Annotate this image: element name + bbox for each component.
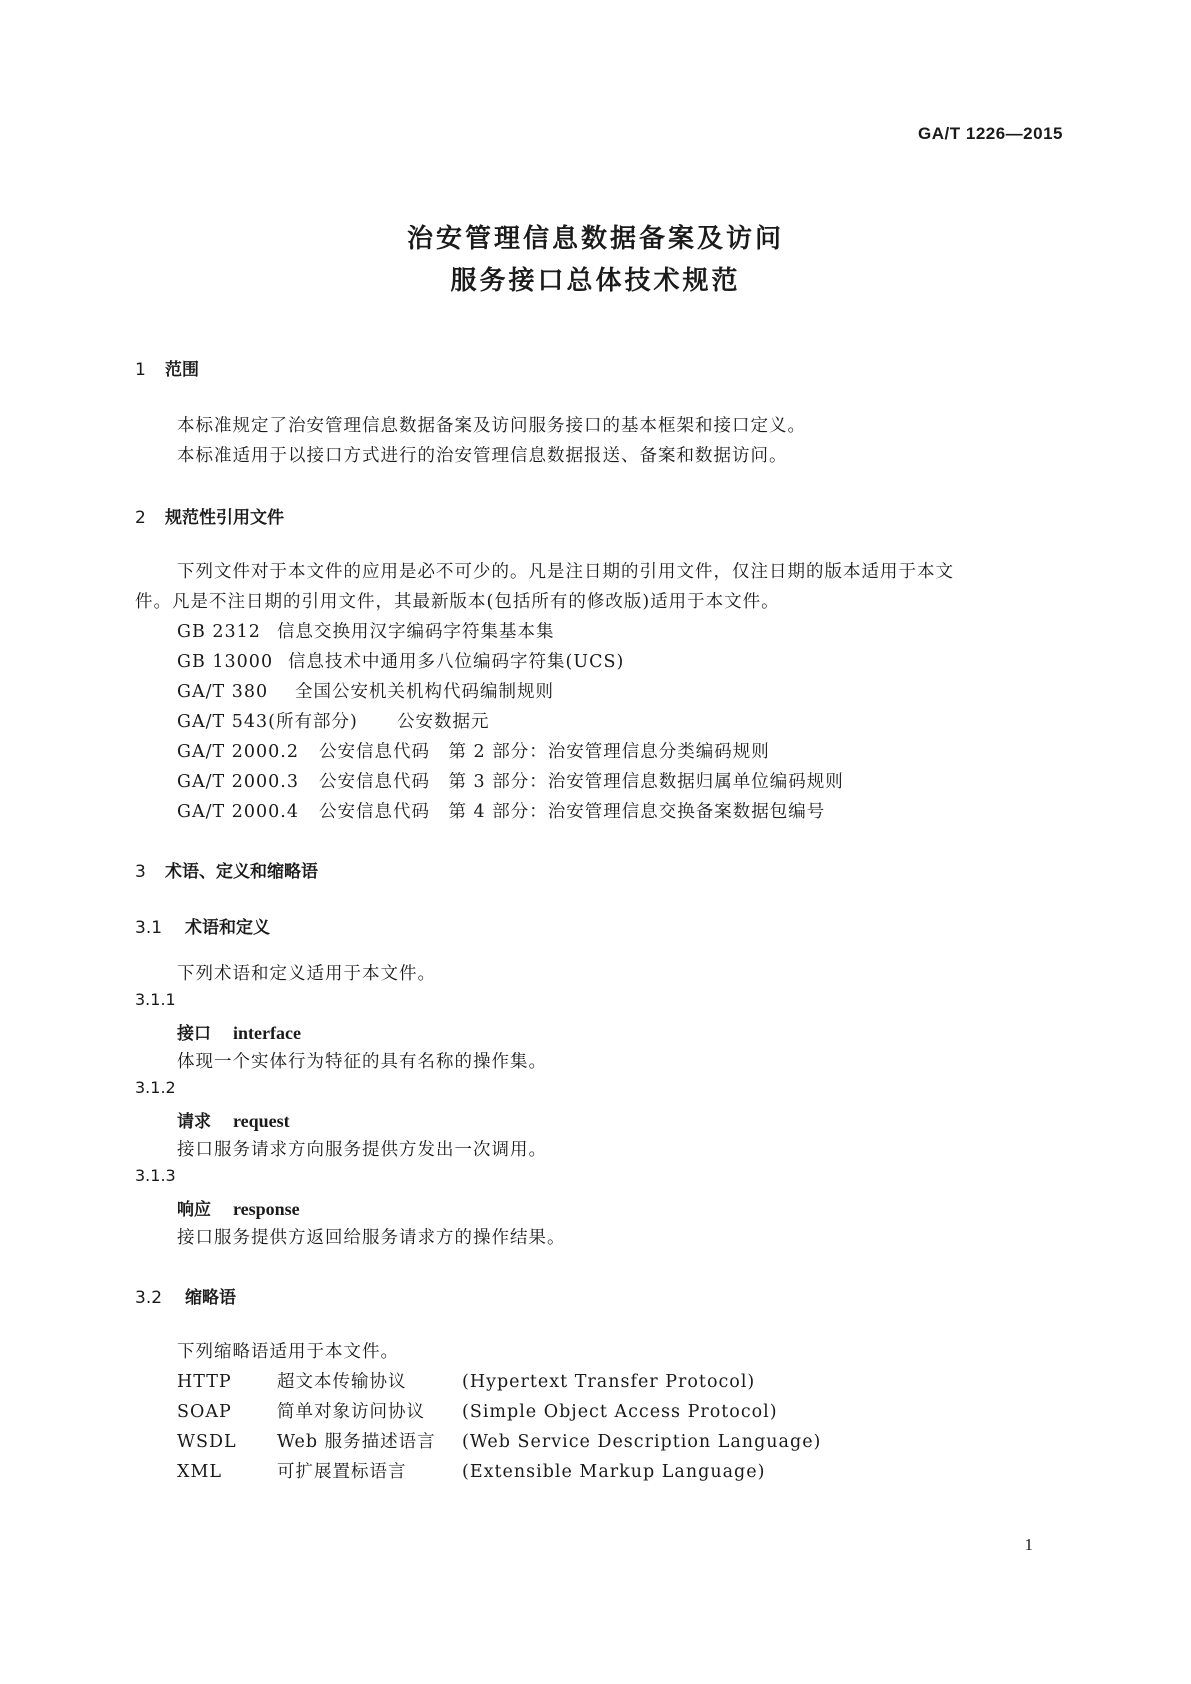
term-en: interface [233, 1023, 301, 1043]
section-3-heading [135, 857, 318, 882]
reference-code: GA/T 2000.3 [177, 772, 299, 792]
term-en: response [233, 1199, 300, 1219]
reference-item [177, 768, 844, 793]
abbreviation-row [177, 1398, 778, 1423]
term-en: request [233, 1111, 290, 1131]
term-entry [177, 1019, 301, 1044]
reference-title: 信息技术中通用多八位编码字符集(UCS) [288, 652, 625, 672]
section-title: 规范性引用文件 [165, 508, 284, 528]
abbreviation: SOAP [177, 1402, 232, 1422]
term-definition: 接口服务请求方向服务提供方发出一次调用。 [177, 1140, 547, 1160]
abbreviation-en: (Simple Object Access Protocol) [462, 1402, 778, 1422]
reference-title: 公安信息代码 第 2 部分：治安管理信息分类编码规则 [319, 742, 770, 762]
section-1-heading [135, 355, 199, 380]
reference-code: GA/T 2000.2 [177, 742, 299, 762]
abbreviation: WSDL [177, 1432, 237, 1452]
reference-item [177, 678, 554, 703]
standard-code: GA/T 1226—2015 [918, 124, 1063, 143]
section-number: 1 [135, 360, 146, 380]
term-zh: 请求 [177, 1112, 211, 1132]
paragraph: 下列文件对于本文件的应用是必不可少的。凡是注日期的引用文件，仅注日期的版本适用于本文 [177, 562, 954, 582]
reference-item [177, 798, 825, 823]
abbreviation-zh: 可扩展置标语言 [277, 1462, 407, 1482]
reference-title: 信息交换用汉字编码字符集基本集 [277, 622, 555, 642]
document-title-line-2: 服务接口总体技术规范 [450, 266, 741, 296]
reference-code: GA/T 2000.4 [177, 802, 299, 822]
reference-code: GB 2312 [177, 622, 261, 642]
abbreviation-row [177, 1458, 765, 1483]
section-2-heading [135, 503, 284, 528]
reference-item [177, 708, 490, 733]
abbreviation-zh: 简单对象访问协议 [277, 1402, 425, 1422]
abbreviation-zh: 超文本传输协议 [277, 1372, 407, 1392]
reference-title: 公安信息代码 第 4 部分：治安管理信息交换备案数据包编号 [319, 802, 826, 822]
subsection-number: 3.2 [135, 1288, 163, 1308]
subsection-title: 缩略语 [185, 1288, 236, 1308]
paragraph: 本标准适用于以接口方式进行的治安管理信息数据报送、备案和数据访问。 [177, 446, 788, 466]
subsection-3-1-heading [135, 913, 270, 938]
term-zh: 响应 [177, 1200, 211, 1220]
section-title: 范围 [165, 360, 199, 380]
reference-title: 公安信息代码 第 3 部分：治安管理信息数据归属单位编码规则 [319, 772, 844, 792]
reference-title: 全国公安机关机构代码编制规则 [295, 682, 554, 702]
paragraph: 件。凡是不注日期的引用文件，其最新版本(包括所有的修改版)适用于本文件。 [135, 592, 780, 612]
section-number: 2 [135, 508, 146, 528]
reference-item [177, 738, 770, 763]
term-zh: 接口 [177, 1024, 211, 1044]
term-definition: 体现一个实体行为特征的具有名称的操作集。 [177, 1052, 547, 1072]
reference-item [177, 618, 555, 643]
paragraph: 本标准规定了治安管理信息数据备案及访问服务接口的基本框架和接口定义。 [177, 416, 806, 436]
abbreviation-row [177, 1368, 755, 1393]
section-number: 3 [135, 862, 146, 882]
paragraph: 下列术语和定义适用于本文件。 [177, 964, 436, 984]
abbreviation: XML [177, 1462, 222, 1482]
paragraph: 下列缩略语适用于本文件。 [177, 1342, 399, 1362]
abbreviation-zh: Web 服务描述语言 [277, 1432, 436, 1452]
subsection-3-2-heading [135, 1283, 236, 1308]
reference-title: 公安数据元 [397, 712, 490, 732]
document-title-line-1: 治安管理信息数据备案及访问 [406, 224, 784, 254]
reference-code: GB 13000 [177, 652, 274, 672]
page-number: 1 [1024, 1535, 1033, 1554]
reference-code: GA/T 380 [177, 682, 269, 702]
subsection-title: 术语和定义 [185, 918, 270, 938]
abbreviation-en: (Hypertext Transfer Protocol) [462, 1372, 756, 1392]
term-number: 3.1.1 [135, 990, 176, 1009]
abbreviation-en: (Extensible Markup Language) [462, 1462, 766, 1482]
term-entry [177, 1107, 290, 1132]
term-entry [177, 1195, 300, 1220]
subsection-number: 3.1 [135, 918, 163, 938]
abbreviation-row [177, 1428, 821, 1453]
term-number: 3.1.3 [135, 1166, 176, 1185]
term-definition: 接口服务提供方返回给服务请求方的操作结果。 [177, 1228, 566, 1248]
term-number: 3.1.2 [135, 1078, 176, 1097]
abbreviation: HTTP [177, 1372, 232, 1392]
abbreviation-en: (Web Service Description Language) [462, 1432, 822, 1452]
section-title: 术语、定义和缩略语 [165, 862, 318, 882]
reference-code: GA/T 543(所有部分) [177, 712, 358, 732]
reference-item [177, 648, 624, 673]
